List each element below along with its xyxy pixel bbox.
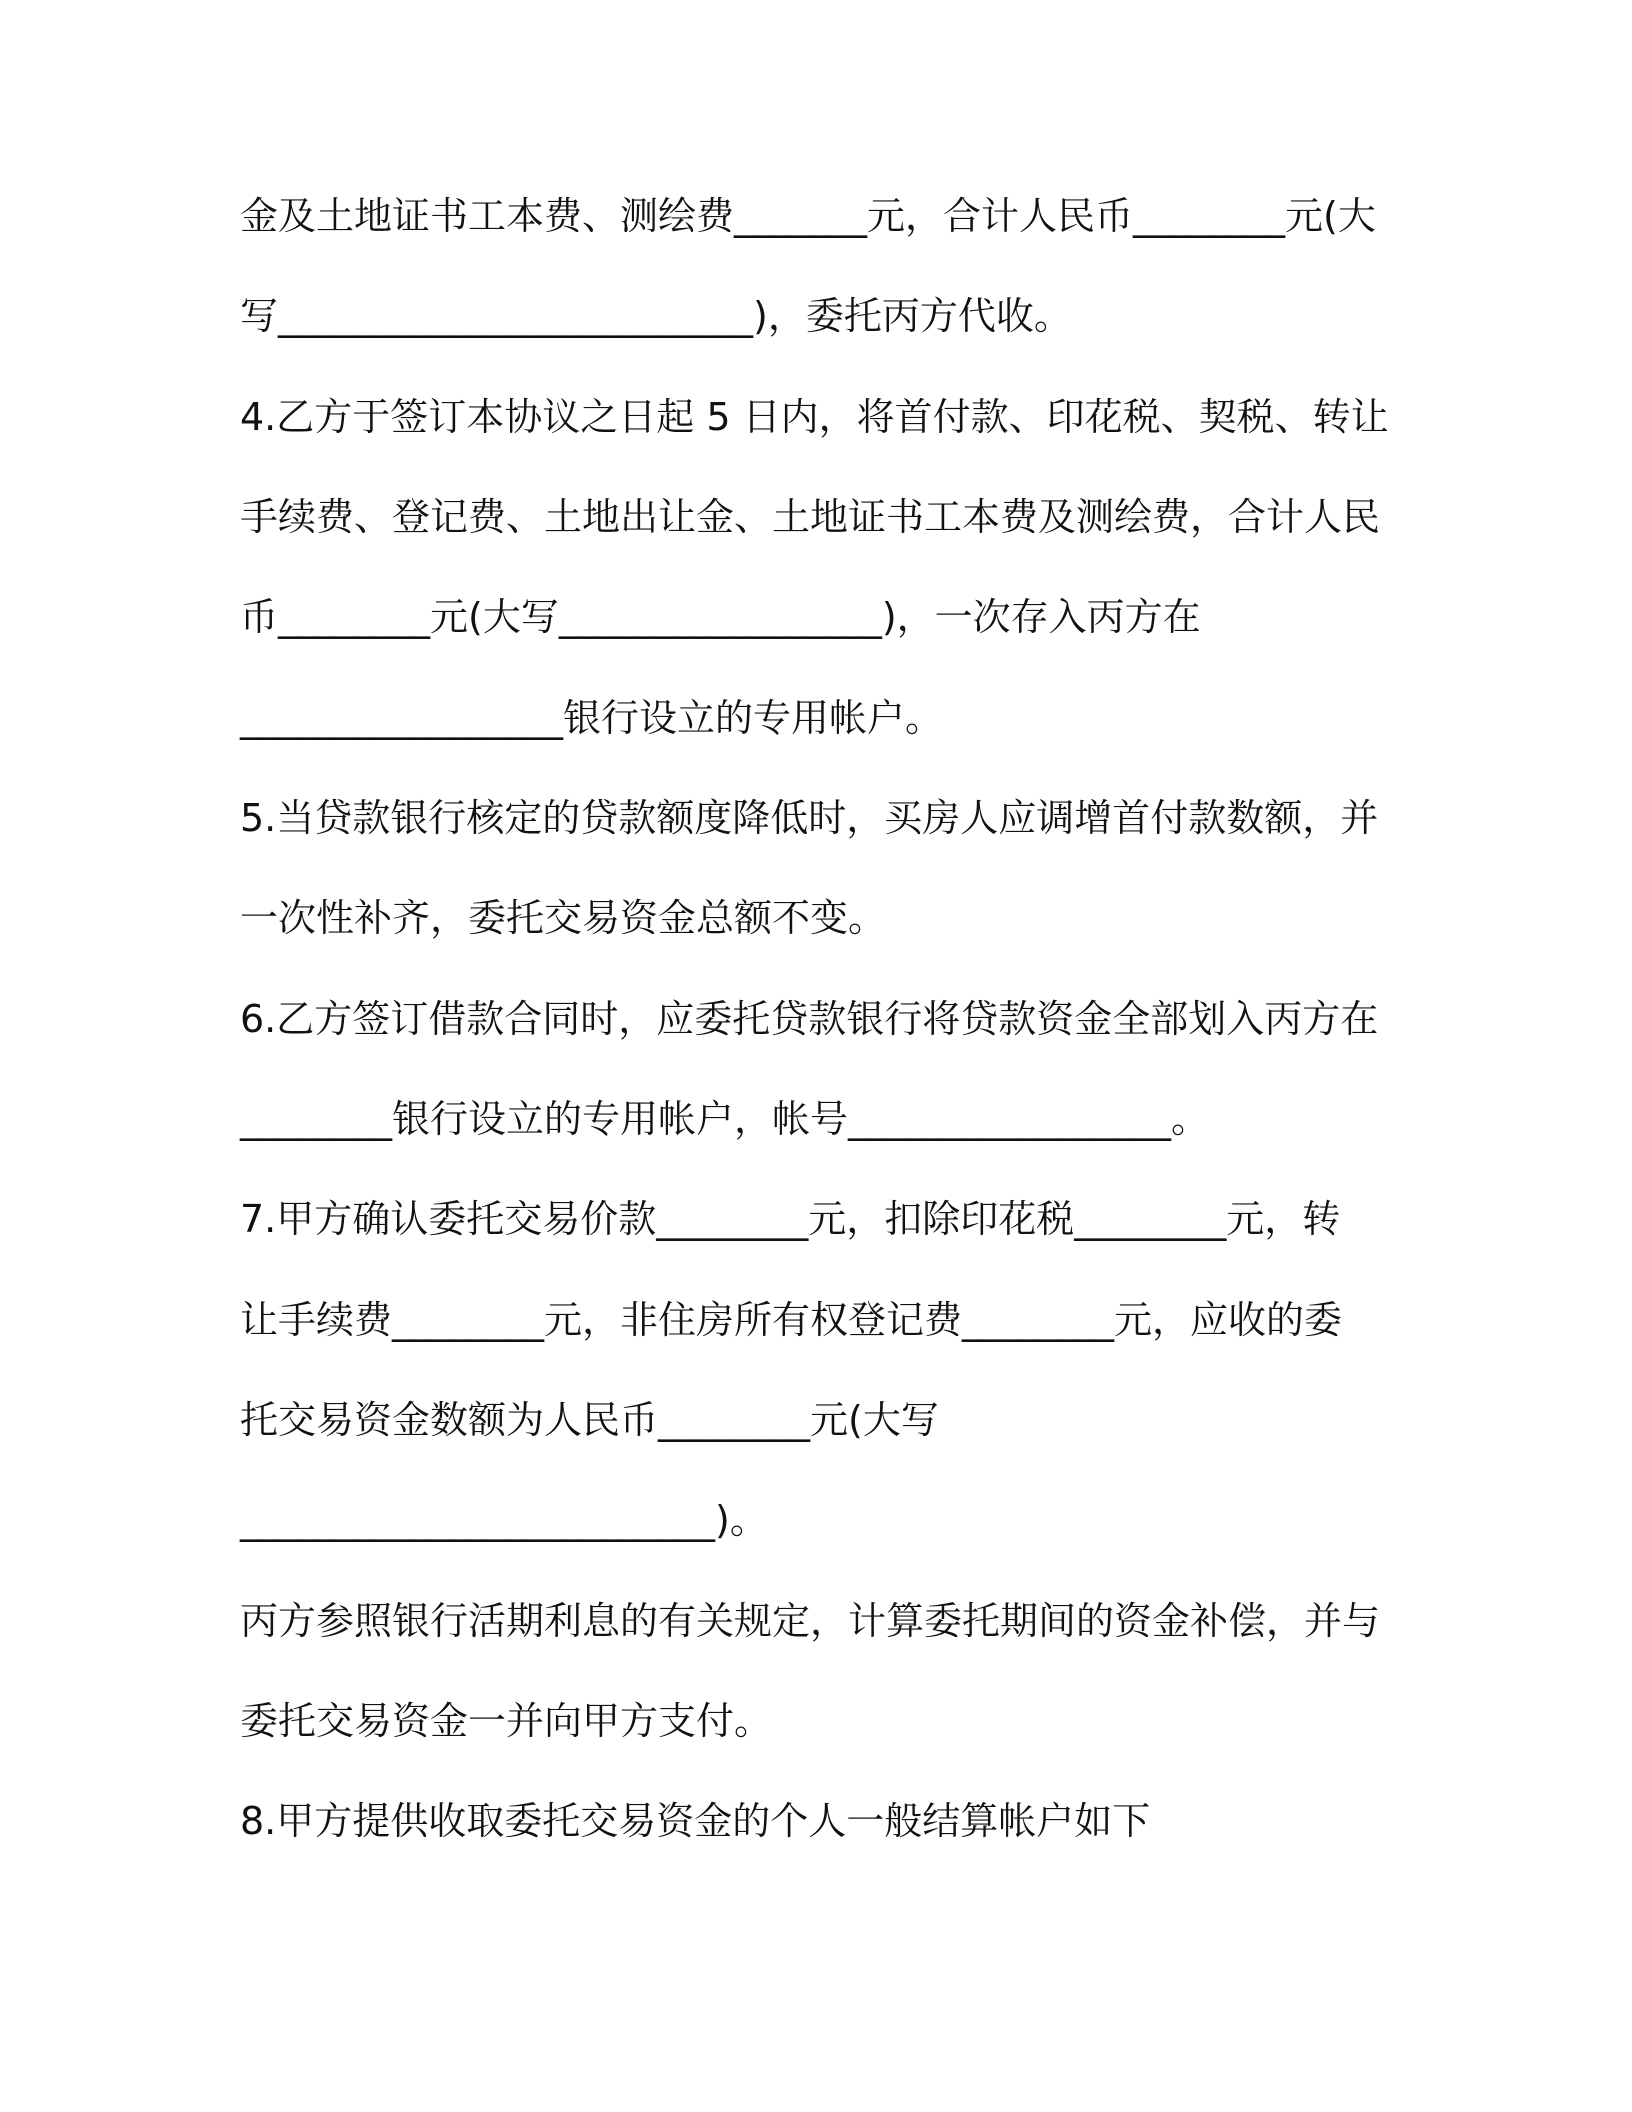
text-line: ________银行设立的专用帐户，帐号_________________。 [240, 1097, 1210, 1141]
text-line: 让手续费________元，非住房所有权登记费________元，应收的委 [240, 1298, 1343, 1342]
text-line: 一次性补齐，委托交易资金总额不变。 [240, 896, 887, 940]
text-line: 4.乙方于签订本协议之日起 5 日内，将首付款、印花税、契税、转让 [240, 395, 1389, 439]
text-line: _________________________)。 [240, 1498, 768, 1542]
text-line: 8.甲方提供收取委托交易资金的个人一般结算帐户如下 [240, 1799, 1151, 1843]
text-line: 金及土地证书工本费、测绘费_______元，合计人民币________元(大 [240, 194, 1376, 238]
text-line: 写_________________________)，委托丙方代收。 [240, 294, 1072, 338]
text-line: 5.当贷款银行核定的贷款额度降低时，买房人应调增首付款数额，并 [240, 796, 1379, 840]
text-line: 手续费、登记费、土地出让金、土地证书工本费及测绘费，合计人民 [240, 495, 1381, 539]
text-line: 托交易资金数额为人民币________元(大写 [240, 1398, 939, 1442]
text-line: 币________元(大写_________________)，一次存入丙方在 [240, 595, 1201, 639]
text-line: 6.乙方签订借款合同时，应委托贷款银行将贷款资金全部划入丙方在 [240, 997, 1379, 1041]
text-line: 丙方参照银行活期利息的有关规定，计算委托期间的资金补偿，并与 [240, 1599, 1381, 1643]
text-line: 委托交易资金一并向甲方支付。 [240, 1699, 773, 1743]
text-line: _________________银行设立的专用帐户。 [240, 696, 944, 740]
text-line: 7.甲方确认委托交易价款________元，扣除印花税________元，转 [240, 1197, 1341, 1241]
